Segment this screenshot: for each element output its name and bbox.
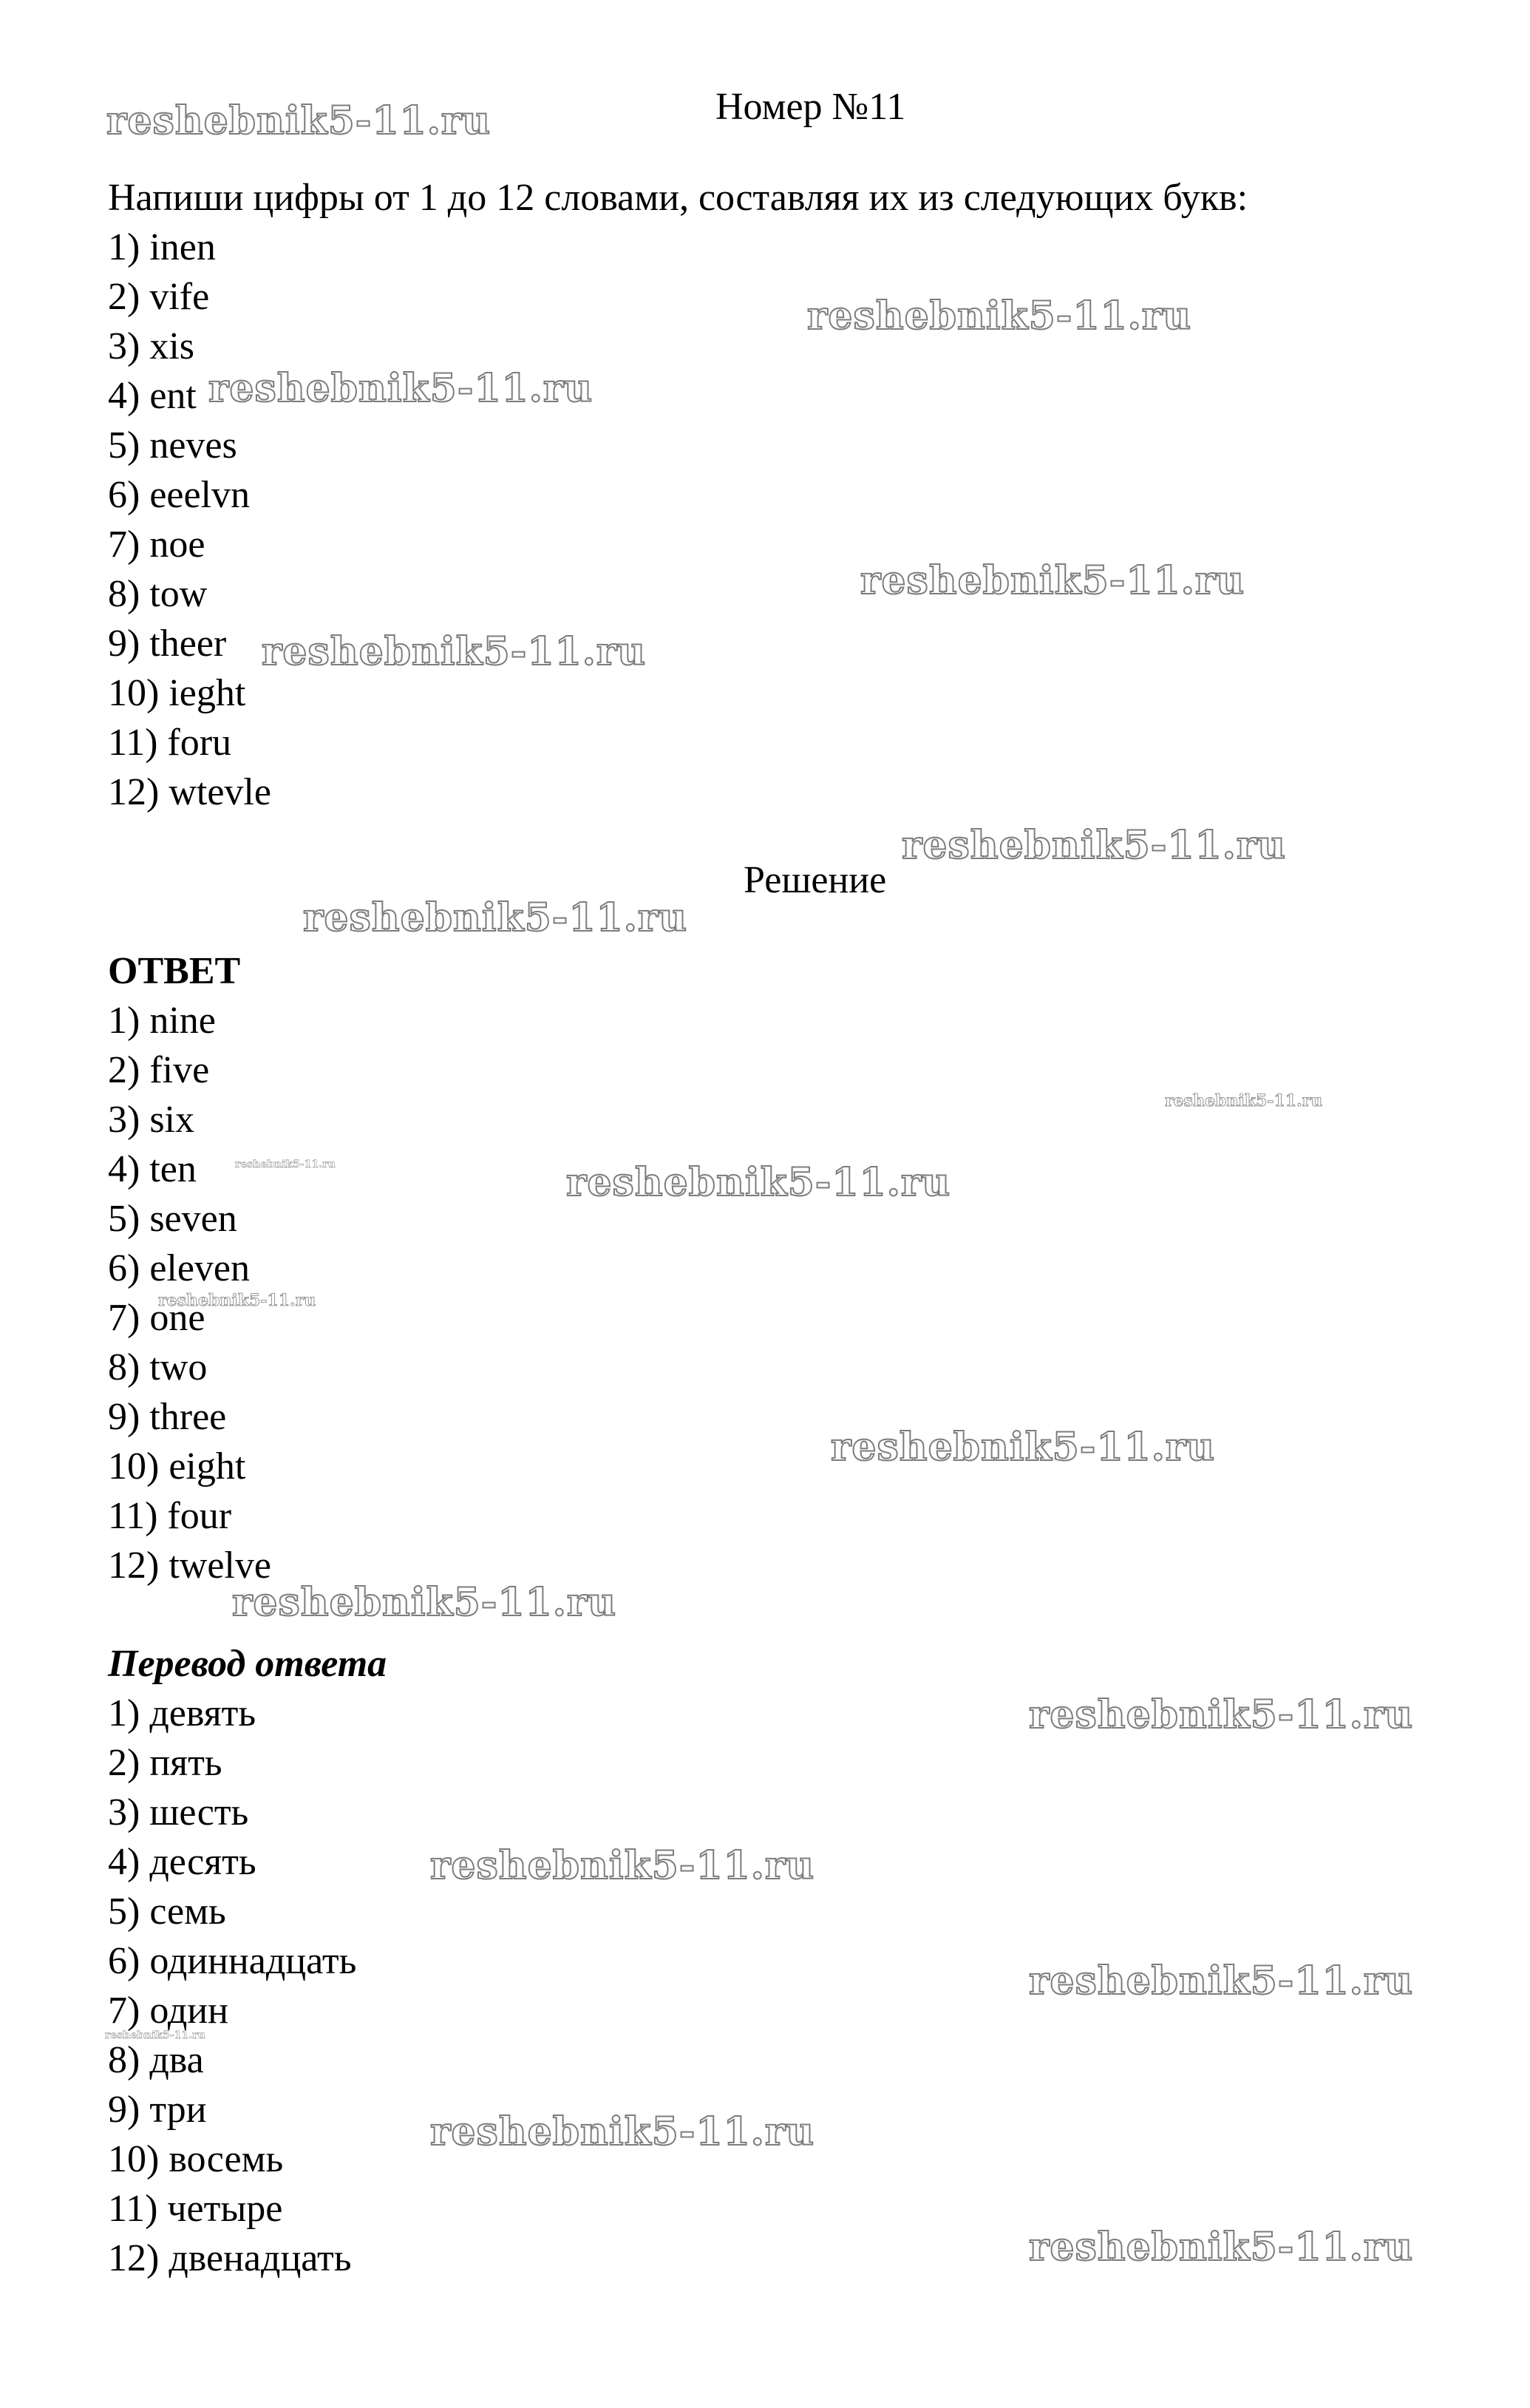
watermark: reshebnik5-11.ru [303, 895, 688, 940]
task-item-7: 7) noe [108, 523, 205, 566]
watermark: reshebnik5-11.ru [831, 1425, 1216, 1470]
task-item-5: 5) neves [108, 424, 237, 467]
task-item-3: 3) xis [108, 325, 194, 367]
task-prompt: Напиши цифры от 1 до 12 словами, составляя их из следующих букв: [108, 177, 1248, 219]
answer-item-1: 1) nine [108, 1000, 216, 1042]
watermark: reshebnik5-11.ru [902, 823, 1287, 868]
translation-item-1: 1) девять [108, 1692, 256, 1734]
translation-item-4: 4) десять [108, 1841, 256, 1883]
watermark: reshebnik5-11.ru [105, 2029, 205, 2041]
watermark: reshebnik5-11.ru [1029, 1958, 1414, 2004]
watermark: reshebnik5-11.ru [208, 366, 594, 411]
answer-item-4: 4) ten [108, 1148, 197, 1190]
watermark: reshebnik5-11.ru [430, 2109, 815, 2154]
answer-item-6: 6) eleven [108, 1247, 251, 1289]
answer-item-12: 12) twelve [108, 1544, 271, 1587]
task-item-4: 4) ent [108, 375, 197, 417]
translation-heading: Перевод ответа [108, 1643, 387, 1685]
solution-heading: Решение [744, 859, 887, 901]
task-item-8: 8) tow [108, 573, 208, 615]
translation-item-3: 3) шесть [108, 1791, 249, 1834]
answer-item-10: 10) eight [108, 1445, 246, 1488]
watermark: reshebnik5-11.ru [158, 1291, 316, 1310]
translation-item-6: 6) одиннадцать [108, 1940, 357, 1982]
task-item-6: 6) eeelvn [108, 474, 251, 516]
watermark: reshebnik5-11.ru [566, 1160, 951, 1205]
translation-item-5: 5) семь [108, 1890, 226, 1933]
task-item-1: 1) inen [108, 226, 216, 268]
translation-item-9: 9) три [108, 2089, 207, 2131]
watermark: reshebnik5-11.ru [106, 98, 492, 143]
watermark: reshebnik5-11.ru [262, 629, 647, 674]
translation-item-8: 8) два [108, 2039, 204, 2081]
task-item-10: 10) ieght [108, 672, 246, 714]
watermark: reshebnik5-11.ru [1029, 2225, 1414, 2270]
answer-item-3: 3) six [108, 1099, 194, 1141]
watermark: reshebnik5-11.ru [1029, 1692, 1414, 1737]
answer-item-5: 5) seven [108, 1198, 237, 1240]
answer-item-9: 9) three [108, 1396, 227, 1438]
answer-item-8: 8) two [108, 1346, 208, 1388]
task-item-2: 2) vife [108, 276, 210, 318]
answer-heading: ОТВЕТ [108, 950, 241, 992]
answer-item-2: 2) five [108, 1049, 210, 1091]
watermark: reshebnik5-11.ru [1165, 1091, 1323, 1110]
task-item-11: 11) foru [108, 722, 232, 764]
watermark: reshebnik5-11.ru [232, 1580, 617, 1625]
task-item-12: 12) wtevle [108, 771, 271, 813]
translation-item-12: 12) двенадцать [108, 2237, 352, 2279]
translation-item-11: 11) четыре [108, 2188, 283, 2230]
translation-item-2: 2) пять [108, 1742, 222, 1784]
task-item-9: 9) theer [108, 623, 227, 665]
watermark: reshebnik5-11.ru [235, 1159, 336, 1170]
answer-item-11: 11) four [108, 1495, 232, 1537]
page-title: Номер №11 [715, 86, 906, 128]
watermark: reshebnik5-11.ru [430, 1843, 815, 1888]
translation-item-10: 10) восемь [108, 2138, 284, 2180]
answer-item-7: 7) one [108, 1297, 205, 1339]
watermark: reshebnik5-11.ru [860, 558, 1245, 603]
translation-item-7: 7) один [108, 1990, 228, 2032]
watermark: reshebnik5-11.ru [807, 294, 1192, 339]
